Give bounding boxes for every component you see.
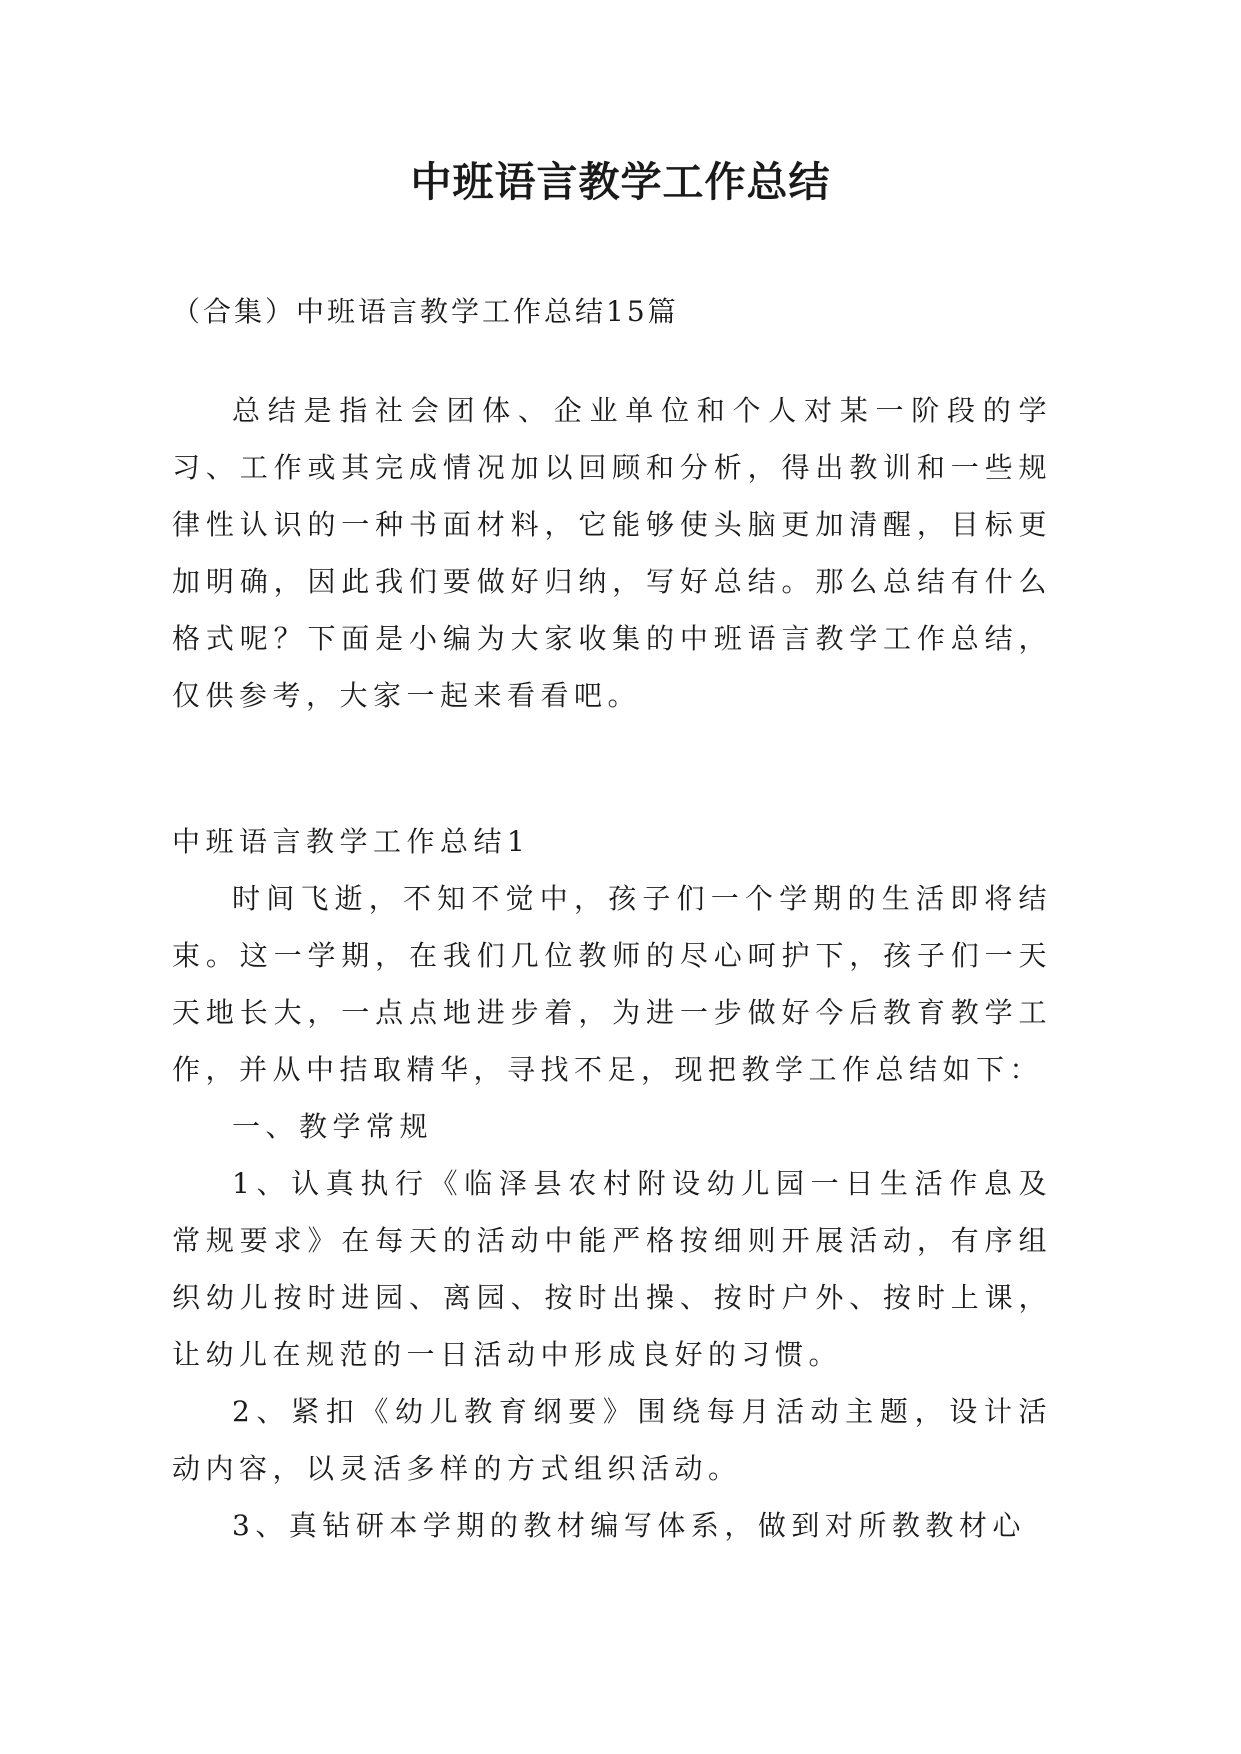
section-paragraph: 时间飞逝，不知不觉中，孩子们一个学期的生活即将结束。这一学期，在我们几位教师的尽心呵护下，孩子们一天天地长大，一点点地进步着，为进一步做好今后教育教学工作，并从中拮取精华，寻找不足，现把教学工作总结如下： [172,882,1052,1086]
intro-block [172,382,1052,724]
section-1 [172,813,1052,1554]
section-paragraph: 1、认真执行《临泽县农村附设幼儿园一日生活作息及常规要求》在每天的活动中能严格按细则开展活动，有序组织幼儿按时进园、离园、按时出操、按时户外、按时上课，让幼儿在规范的一日活动中形成良好的习惯。 [172,1167,1052,1371]
intro-paragraph: 总结是指社会团体、企业单位和个人对某一阶段的学习、工作或其完成情况加以回顾和分析，得出教训和一些规律性认识的一种书面材料，它能够使头脑更加清醒，目标更加明确，因此我们要做好归纳，写好总结。那么总结有什么格式呢？下面是小编为大家收集的中班语言教学工作总结，仅供参考，大家一起来看看吧。 [172,394,1052,712]
section-subheading: 一、教学常规 [232,1110,434,1143]
section-paragraph: 3、真钻研本学期的教材编写体系，做到对所教教材心 [232,1509,1026,1542]
section-heading: 中班语言教学工作总结1 [172,825,531,858]
document-subtitle: （合集）中班语言教学工作总结15篇 [172,295,679,328]
document-title: 中班语言教学工作总结 [410,158,831,206]
section-paragraph: 2、紧扣《幼儿教育纲要》围绕每月活动主题，设计活动内容，以灵活多样的方式组织活动。 [172,1395,1052,1485]
